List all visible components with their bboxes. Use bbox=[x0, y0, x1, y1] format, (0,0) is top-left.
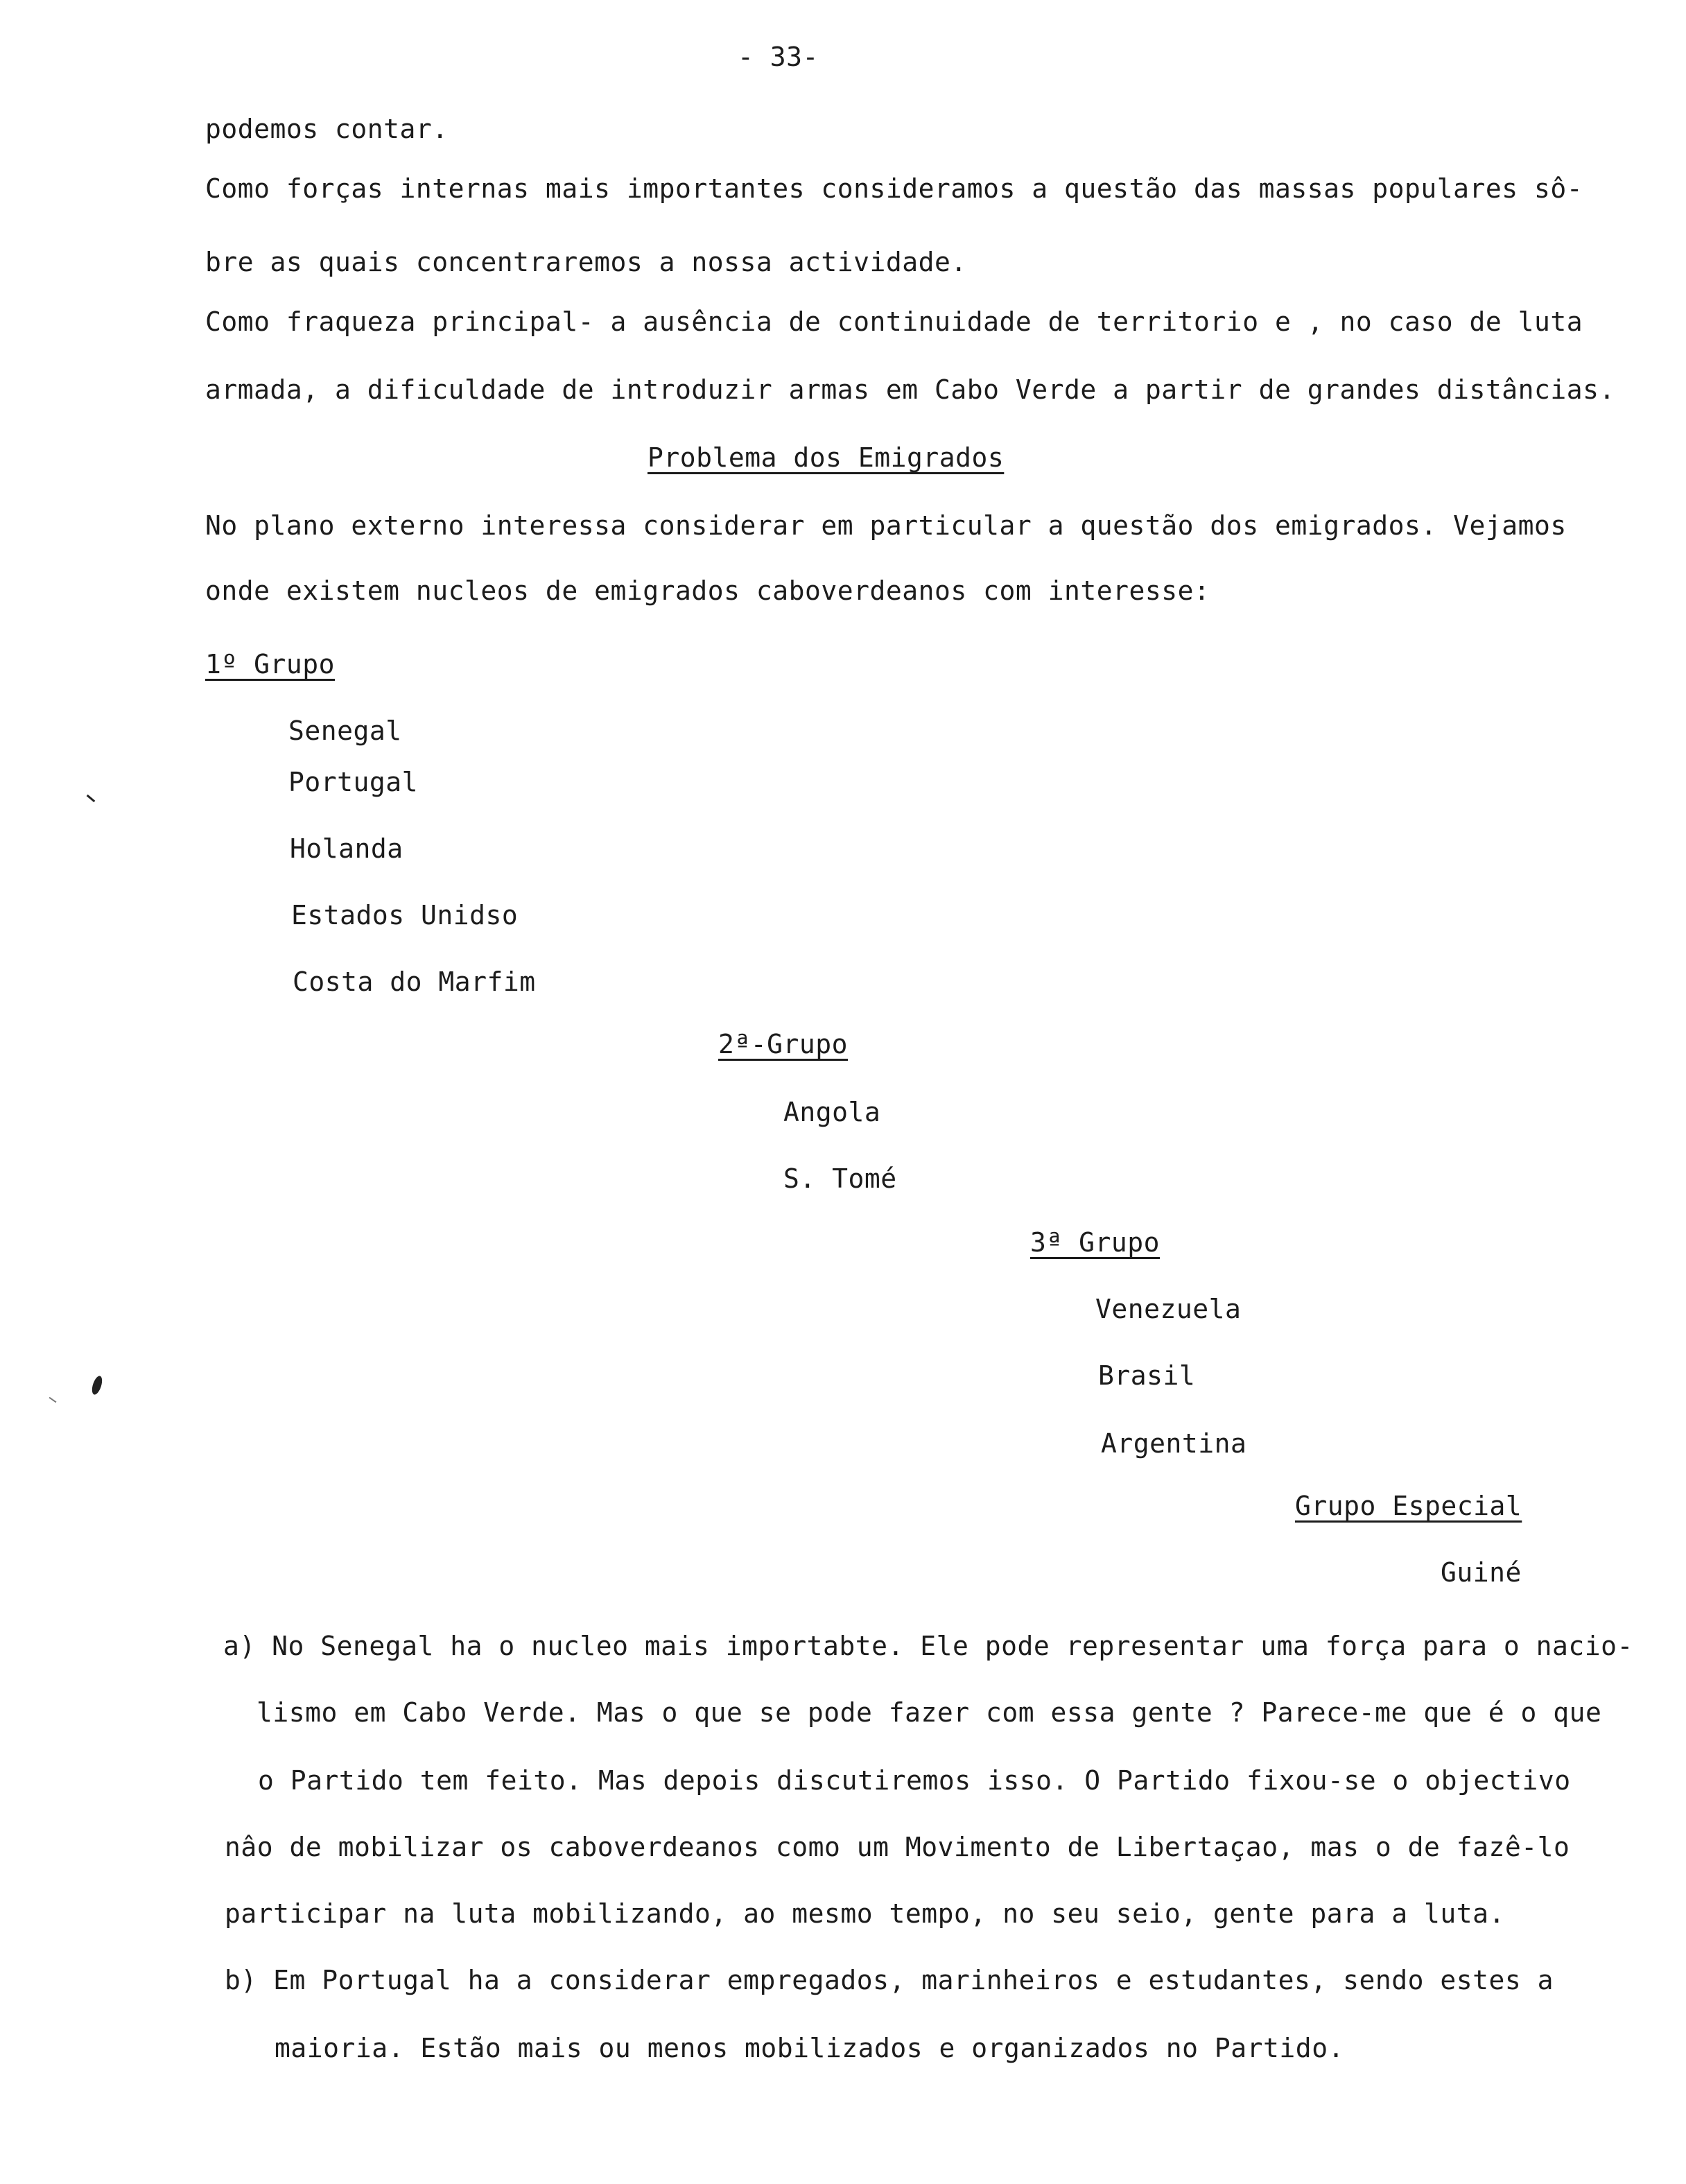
body-text-line: bre as quais concentraremos a nossa actividade. bbox=[205, 247, 967, 277]
body-text-line: armada, a dificuldade de introduzir armas em Cabo Verde a partir de grandes distâncias. bbox=[205, 374, 1615, 405]
scan-mark bbox=[87, 795, 96, 802]
body-text-line: participar na luta mobilizando, ao mesmo tempo, no seu seio, gente para a luta. bbox=[225, 1898, 1505, 1929]
group-item: Estados Unidso bbox=[291, 900, 519, 930]
body-text-line: Como fraqueza principal- a ausência de continuidade de territorio e , no caso de luta bbox=[205, 306, 1583, 337]
body-text-line: No plano externo interessa considerar em particular a questão dos emigrados. Vejamos bbox=[205, 510, 1567, 541]
group-heading: Grupo Especial bbox=[1295, 1491, 1522, 1521]
scan-mark bbox=[90, 1375, 104, 1396]
section-title: Problema dos Emigrados bbox=[648, 442, 1005, 473]
group-item: Holanda bbox=[290, 833, 403, 864]
page-number: - 33- bbox=[738, 42, 819, 72]
group-item: Venezuela bbox=[1095, 1294, 1242, 1324]
group-heading: 1º Grupo bbox=[205, 649, 336, 679]
body-text-line: podemos contar. bbox=[205, 114, 449, 144]
scan-mark bbox=[49, 1397, 57, 1403]
body-text-line: o Partido tem feito. Mas depois discutiremos isso. O Partido fixou-se o objectivo bbox=[258, 1765, 1571, 1796]
group-item: Guiné bbox=[1441, 1557, 1522, 1588]
body-text-line: onde existem nucleos de emigrados caboverdeanos com interesse: bbox=[205, 575, 1210, 606]
group-item: Brasil bbox=[1098, 1360, 1196, 1391]
body-text-line: maioria. Estão mais ou menos mobilizados e organizados no Partido. bbox=[275, 2033, 1344, 2063]
group-heading: 3ª Grupo bbox=[1030, 1227, 1161, 1258]
body-text-line: b) Em Portugal ha a considerar empregados, marinheiros e estudantes, sendo estes a bbox=[225, 1965, 1554, 1995]
group-item: Costa do Marfim bbox=[293, 967, 536, 997]
group-heading: 2ª-Grupo bbox=[718, 1029, 849, 1059]
group-item: Angola bbox=[783, 1097, 881, 1127]
group-item: Argentina bbox=[1101, 1428, 1247, 1459]
body-text-line: nâo de mobilizar os caboverdeanos como um Movimento de Libertaçao, mas o de fazê-lo bbox=[225, 1832, 1570, 1862]
group-item: S. Tomé bbox=[783, 1163, 897, 1194]
body-text-line: Como forças internas mais importantes consideramos a questão das massas populares sô- bbox=[205, 173, 1583, 204]
group-item: Senegal bbox=[288, 716, 402, 746]
body-text-line: a) No Senegal ha o nucleo mais importabte. Ele pode representar uma força para o nacio- bbox=[223, 1631, 1633, 1661]
group-item: Portugal bbox=[288, 767, 419, 797]
body-text-line: lismo em Cabo Verde. Mas o que se pode fazer com essa gente ? Parece-me que é o que bbox=[257, 1697, 1602, 1728]
